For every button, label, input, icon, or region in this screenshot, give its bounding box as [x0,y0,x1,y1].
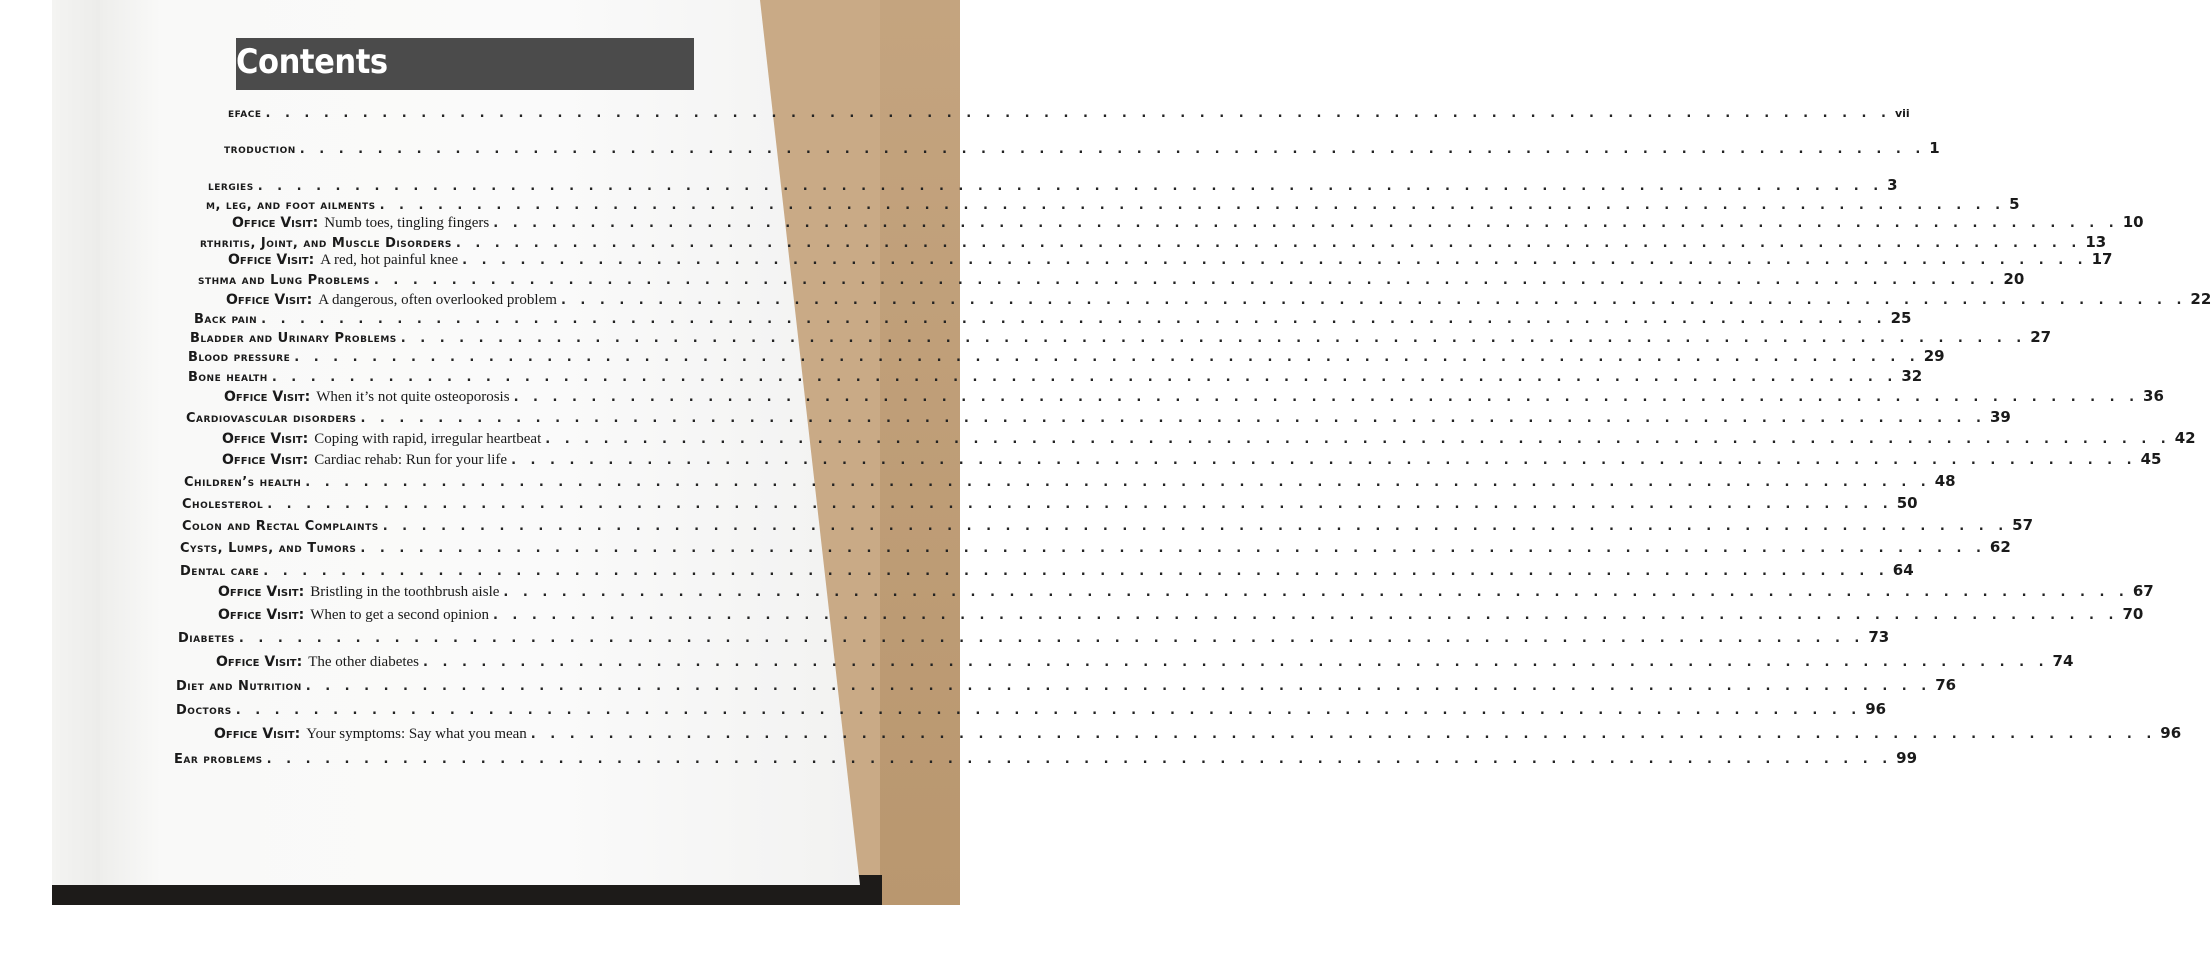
page-number: 5 [2009,195,2020,213]
leader-dots: . . . . . . . . . . . . . . . . . . . . . . . . . . . . . . . . . . . . . . . . . . . . . . . . . . . . . . . . . . . . . . . . . . . . . . . . . . . . . . . . . . . . [423,655,2049,670]
leader-dots: . . . . . . . . . . . . . . . . . . . . . . . . . . . . . . . . . . . . . . . . . . . . . . . . . . . . . . . . . . . . . . . . . . . . . . . . . . . . . . . . . . . . [513,390,2140,405]
leader-dots: . . . . . . . . . . . . . . . . . . . . . . . . . . . . . . . . . . . . . . . . . . . . . . . . . . . . . . . . . . . . . . . . . . . . . . . . . . . . . . . . . . . . [267,497,1893,512]
leader-dots: . . . . . . . . . . . . . . . . . . . . . . . . . . . . . . . . . . . . . . . . . . . . . . . . . . . . . . . . . . . . . . . . . . . . . . . . . . . . . . . . . . . . [265,106,1891,121]
page-number: 74 [2052,652,2074,670]
entry-label: m, leg, and foot ailments [206,198,376,213]
entry-label: Colon and Rectal Complaints [182,519,379,534]
entry-label: When to get a second opinion [310,607,489,623]
office-visit-entry [224,389,510,406]
page-number: 96 [2160,724,2182,742]
leader-dots: . . . . . . . . . . . . . . . . . . . . . . . . . . . . . . . . . . . . . . . . . . . . . . . . . . . . . . . . . . . . . . . . . . . . . . . . . . . . . . . . . . . . [462,253,2088,268]
entry-label: eface [228,106,262,121]
toc-entry [222,429,2196,448]
leader-dots: . . . . . . . . . . . . . . . . . . . . . . . . . . . . . . . . . . . . . . . . . . . . . . . . . . . . . . . . . . . . . . . . . . . . . . . . . . . . . . . . . . . . [503,585,2129,600]
page-number: 48 [1934,472,1956,490]
page-number: 99 [1896,749,1918,767]
page-number: 57 [2012,516,2034,534]
toc-entry [222,450,2162,469]
toc-entry [208,176,1898,194]
entry-label: sthma and Lung Problems [198,273,370,288]
leader-dots: . . . . . . . . . . . . . . . . . . . . . . . . . . . . . . . . . . . . . . . . . . . . . . . . . . . . . . . . . . . . . . . . . . . . . . . . . . . . . . . . . . . . [261,312,1887,327]
page-number: 29 [1923,347,1945,365]
leader-dots: . . . . . . . . . . . . . . . . . . . . . . . . . . . . . . . . . . . . . . . . . . . . . . . . . . . . . . . . . . . . . . . . . . . . . . . . . . . . . . . . . . . . [271,370,1898,385]
toc-entry [228,250,2113,269]
toc-entry [182,516,2034,534]
toc-entry [184,472,1956,490]
toc-entry [198,270,2025,288]
leader-dots: . . . . . . . . . . . . . . . . . . . . . . . . . . . . . . . . . . . . . . . . . . . . . . . . . . . . . . . . . . . . . . . . . . . . . . . . . . . . . . . . . . . . [545,432,2171,447]
leader-dots: . . . . . . . . . . . . . . . . . . . . . . . . . . . . . . . . . . . . . . . . . . . . . . . . . . . . . . . . . . . . . . . . . . . . . . . . . . . . . . . . . . . . [360,411,1986,426]
office-visit-entry [232,215,489,232]
office-visit-entry [222,452,507,469]
page-number: 25 [1890,309,1912,327]
entry-label: troduction [224,142,296,157]
office-visit-label: Office Visit: [218,584,305,600]
page-number: 67 [2132,582,2154,600]
toc-entry [224,387,2164,406]
page-number: 45 [2140,450,2162,468]
toc-entry [180,538,2011,556]
leader-dots: . . . . . . . . . . . . . . . . . . . . . . . . . . . . . . . . . . . . . . . . . . . . . . . . . . . . . . . . . . . . . . . . . . . . . . . . . . . . . . . . . . . . [379,198,2006,213]
page-number: 73 [1868,628,1890,646]
entry-label: Back pain [194,312,258,327]
toc-entry [190,328,2052,346]
page-number: 10 [2122,213,2144,231]
toc-entry [226,290,2211,309]
page-number: 17 [2091,250,2113,268]
leader-dots: . . . . . . . . . . . . . . . . . . . . . . . . . . . . . . . . . . . . . . . . . . . . . . . . . . . . . . . . . . . . . . . . . . . . . . . . . . . . . . . . . . . . [305,679,1932,694]
leader-dots: . . . . . . . . . . . . . . . . . . . . . . . . . . . . . . . . . . . . . . . . . . . . . . . . . . . . . . . . . . . . . . . . . . . . . . . . . . . . . . . . . . . . [455,236,2082,251]
office-visit-entry [222,431,541,448]
entry-label: Diabetes [178,631,235,646]
entry-label: Your symptoms: Say what you mean [306,726,527,742]
office-visit-entry [218,607,489,624]
toc-entry [188,347,1945,365]
leader-dots: . . . . . . . . . . . . . . . . . . . . . . . . . . . . . . . . . . . . . . . . . . . . . . . . . . . . . . . . . . . . . . . . . . . . . . . . . . . . . . . . . . . . [493,216,2119,231]
page-number: 50 [1896,494,1918,512]
page-number: 76 [1935,676,1957,694]
office-visit-label: Office Visit: [224,389,311,405]
page-number: 13 [2085,233,2107,251]
office-visit-label: Office Visit: [228,252,315,268]
office-visit-entry [228,252,458,269]
toc-entry [232,213,2144,232]
toc-entry [218,582,2154,601]
page-number: 64 [1892,561,1914,579]
page-number: 27 [2030,328,2052,346]
entry-label: Bladder and Urinary Problems [190,331,397,346]
entry-label: Doctors [176,703,232,718]
entry-label: Cysts, Lumps, and Tumors [180,541,357,556]
leader-dots: . . . . . . . . . . . . . . . . . . . . . . . . . . . . . . . . . . . . . . . . . . . . . . . . . . . . . . . . . . . . . . . . . . . . . . . . . . . . . . . . . . . . [400,331,2027,346]
entry-label: Numb toes, tingling fingers [324,215,490,231]
toc-entry [174,749,1918,767]
office-visit-label: Office Visit: [222,452,309,468]
toc-entry [200,233,2107,251]
leader-dots: . . . . . . . . . . . . . . . . . . . . . . . . . . . . . . . . . . . . . . . . . . . . . . . . . . . . . . . . . . . . . . . . . . . . . . . . . . . . . . . . . . . . [511,453,2137,468]
page-number: 96 [1865,700,1887,718]
leader-dots: . . . . . . . . . . . . . . . . . . . . . . . . . . . . . . . . . . . . . . . . . . . . . . . . . . . . . . . . . . . . . . . . . . . . . . . . . . . . . . . . . . . . [257,179,1884,194]
entry-label: Diet and Nutrition [176,679,302,694]
entry-label: Coping with rapid, irregular heartbeat [314,431,542,447]
page-number: 32 [1901,367,1923,385]
toc-entry [176,700,1887,718]
entry-label: The other diabetes [308,654,420,670]
toc-entry [186,408,2011,426]
office-visit-label: Office Visit: [218,607,305,623]
entry-label: Bone health [188,370,268,385]
page-number: 22 [2190,290,2211,308]
entry-label: Cholesterol [182,497,264,512]
entry-label: Bristling in the toothbrush aisle [310,584,500,600]
office-visit-label: Office Visit: [232,215,319,231]
leader-dots: . . . . . . . . . . . . . . . . . . . . . . . . . . . . . . . . . . . . . . . . . . . . . . . . . . . . . . . . . . . . . . . . . . . . . . . . . . . . . . . . . . . . [235,703,1862,718]
page-number: 62 [1989,538,2011,556]
toc-entry [214,724,2182,743]
office-visit-entry [218,584,499,601]
leader-dots: . . . . . . . . . . . . . . . . . . . . . . . . . . . . . . . . . . . . . . . . . . . . . . . . . . . . . . . . . . . . . . . . . . . . . . . . . . . . . . . . . . . . [299,142,1926,157]
leader-dots: . . . . . . . . . . . . . . . . . . . . . . . . . . . . . . . . . . . . . . . . . . . . . . . . . . . . . . . . . . . . . . . . . . . . . . . . . . . . . . . . . . . . [560,293,2187,308]
page-number: 36 [2143,387,2164,405]
entry-label: Blood pressure [188,350,291,365]
page-number: vii [1894,107,1910,120]
toc-entry [228,106,1910,121]
toc-entry [182,494,1918,512]
entry-label: Dental care [180,564,260,579]
toc-entry [224,139,1940,157]
toc-entry [178,628,1890,646]
toc-entry [216,652,2074,671]
toc-entry [194,309,1912,327]
toc-entry [218,605,2144,624]
office-visit-entry [214,726,527,743]
entry-label: A dangerous, often overlooked problem [318,292,557,308]
leader-dots: . . . . . . . . . . . . . . . . . . . . . . . . . . . . . . . . . . . . . . . . . . . . . . . . . . . . . . . . . . . . . . . . . . . . . . . . . . . . . . . . . . . . [492,608,2119,623]
leader-dots: . . . . . . . . . . . . . . . . . . . . . . . . . . . . . . . . . . . . . . . . . . . . . . . . . . . . . . . . . . . . . . . . . . . . . . . . . . . . . . . . . . . . [294,350,1920,365]
entry-label: A red, hot painful knee [320,252,459,268]
office-visit-label: Office Visit: [216,654,303,670]
leader-dots: . . . . . . . . . . . . . . . . . . . . . . . . . . . . . . . . . . . . . . . . . . . . . . . . . . . . . . . . . . . . . . . . . . . . . . . . . . . . . . . . . . . . [530,727,2157,742]
page-number: 39 [1989,408,2011,426]
office-visit-label: Office Visit: [226,292,313,308]
entry-label: Cardiac rehab: Run for your life [314,452,508,468]
page-number: 20 [2003,270,2025,288]
toc-entry [180,561,1914,579]
entry-label: When it’s not quite osteoporosis [316,389,510,405]
page-number: 70 [2122,605,2144,623]
toc-entry [206,195,2020,213]
toc-entry [188,367,1923,385]
leader-dots: . . . . . . . . . . . . . . . . . . . . . . . . . . . . . . . . . . . . . . . . . . . . . . . . . . . . . . . . . . . . . . . . . . . . . . . . . . . . . . . . . . . . [305,475,1931,490]
page-number: 42 [2174,429,2196,447]
page-number: 3 [1887,176,1898,194]
page-title: Contents [236,42,388,82]
office-visit-entry [226,292,557,309]
leader-dots: . . . . . . . . . . . . . . . . . . . . . . . . . . . . . . . . . . . . . . . . . . . . . . . . . . . . . . . . . . . . . . . . . . . . . . . . . . . . . . . . . . . . [360,541,1986,556]
office-visit-label: Office Visit: [214,726,301,742]
leader-dots: . . . . . . . . . . . . . . . . . . . . . . . . . . . . . . . . . . . . . . . . . . . . . . . . . . . . . . . . . . . . . . . . . . . . . . . . . . . . . . . . . . . . [266,752,1893,767]
office-visit-entry [216,654,419,671]
office-visit-label: Office Visit: [222,431,309,447]
leader-dots: . . . . . . . . . . . . . . . . . . . . . . . . . . . . . . . . . . . . . . . . . . . . . . . . . . . . . . . . . . . . . . . . . . . . . . . . . . . . . . . . . . . . [373,273,2000,288]
leader-dots: . . . . . . . . . . . . . . . . . . . . . . . . . . . . . . . . . . . . . . . . . . . . . . . . . . . . . . . . . . . . . . . . . . . . . . . . . . . . . . . . . . . . [263,564,1889,579]
toc-entry [176,676,1957,694]
leader-dots: . . . . . . . . . . . . . . . . . . . . . . . . . . . . . . . . . . . . . . . . . . . . . . . . . . . . . . . . . . . . . . . . . . . . . . . . . . . . . . . . . . . . [382,519,2009,534]
entry-label: lergies [208,179,254,194]
entry-label: Children’s health [184,475,302,490]
leader-dots: . . . . . . . . . . . . . . . . . . . . . . . . . . . . . . . . . . . . . . . . . . . . . . . . . . . . . . . . . . . . . . . . . . . . . . . . . . . . . . . . . . . . [238,631,1865,646]
entry-label: Ear problems [174,752,263,767]
entry-label: rthritis, Joint, and Muscle Disorders [200,236,452,251]
entry-label: Cardiovascular disorders [186,411,357,426]
page-number: 1 [1929,139,1940,157]
